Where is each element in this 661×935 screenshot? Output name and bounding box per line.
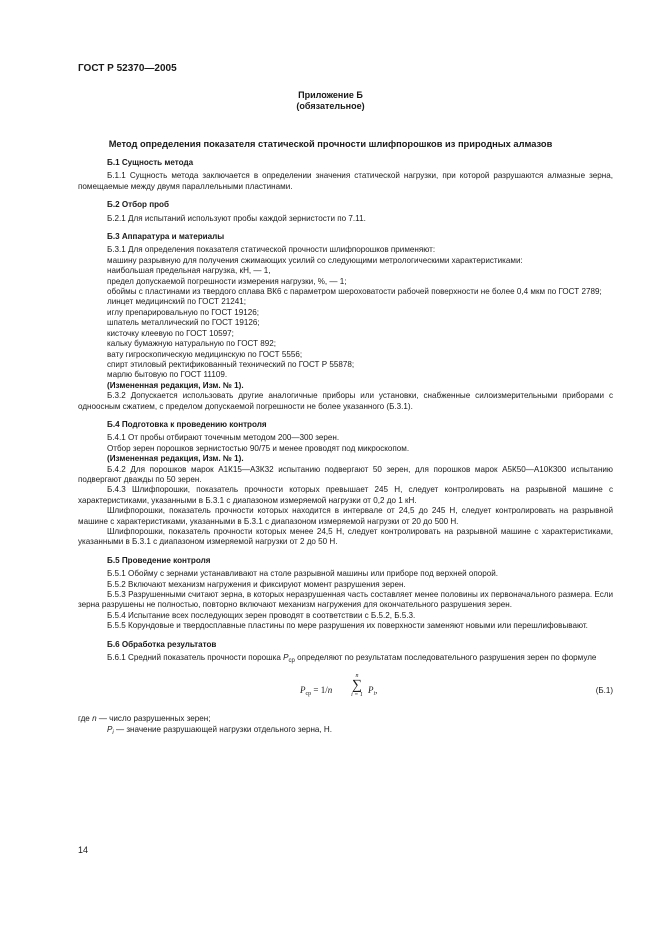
paragraph: Б.4.3 Шлифпорошки, показатель прочности которых превышает 245 Н, следует контролировать на разрывной машине с характеристиками, указанными в Б.3.1 с диапазоном измеряемой нагрузки от 0,2 до 1 кН. [78,485,613,505]
sum-symbol: n ∑ i = 1 [351,673,363,699]
formula-rhs: $P_i$, [368,685,378,698]
paragraph: Шлифпорошки, показатель прочности которых находится в интервале от 24,5 до 245 Н, следует контролировать на разрывной машине с характеристиками, указанными в Б.3.1 с диапазоном измеряемой нагрузки от 20 до 500 Н. [78,506,613,526]
list-item: обоймы с пластинами из твердого сплава ВК6 с параметром шероховатости рабочей поверхности не более 0,4 мкм по ГОСТ 2789; [107,287,602,297]
paragraph: Б.4.2 Для порошков марок А1К15—А3К32 испытанию подвергают 50 зерен, для порошков марок А5К50—А10К300 испытанию подвергают дважды по 50 зерен. [78,464,613,484]
list-item: наибольшая предельная нагрузка, кН, — 1, [107,266,271,276]
section-heading: Б.4 Подготовка к проведению контроля [107,419,267,429]
amendment-note: (Измененная редакция, Изм. № 1). [107,380,244,390]
document-title: Метод определения показателя статической прочности шлифпорошков из природных алмазов [108,139,553,149]
list-item: шпатель металлический по ГОСТ 19126; [107,318,260,328]
paragraph: Б.6.1 Средний показатель прочности порошка $P_{ср}$ определяют по результатам последовательного разрушения зерен по формуле [107,653,597,665]
paragraph: Б.4.1 От пробы отбирают точечным методом 200—300 зерен. [107,433,340,443]
section-heading: Б.3 Аппаратура и материалы [107,232,225,242]
paragraph: Отбор зерен порошков зернистостью 90/75 и менее проводят под микроскопом. [107,443,410,453]
formula-lhs: $P_{ср} = 1/n$ [300,685,333,698]
paragraph: Б.5.5 Корундовые и твердосплавные пластины по мере разрушения их поверхности заменяют новыми или перешлифовывают. [107,621,588,631]
paragraph: Шлифпорошки, показатель прочности которых менее 24,5 Н, следует контролировать на разрывной машине с характеристиками, указанными в Б.3.1 с диапазоном измеряемой нагрузки от 2 до 50 Н. [78,527,613,547]
list-item: линцет медицинский по ГОСТ 21241; [107,297,246,307]
section-heading: Б.1 Сущность метода [107,158,194,167]
paragraph: Б.5.1 Обойму с зернами устанавливают на столе разрывной машины или приборе под верхней опорой. [107,569,499,579]
list-item: иглу препарировальную по ГОСТ 19126; [107,307,259,317]
document-header: ГОСТ Р 52370—2005 [78,63,177,74]
list-item: спирт этиловый ректификованный технический по ГОСТ Р 55878; [107,359,355,369]
paragraph: Б.1.1 Сущность метода заключается в определении значения статической нагрузки, при которой разрушаются алмазные зерна, помещаемые между двумя параллельными пластинами. [78,171,613,191]
paragraph: Б.2.1 Для испытаний используют пробы каждой зернистости по 7.11. [107,213,366,223]
paragraph: Б.3.1 Для определения показателя статической прочности шлифпорошков применяют: [107,245,436,255]
page-number: 14 [78,845,89,855]
formula-number: (Б.1) [595,686,613,696]
section-heading: Б.5 Проведение контроля [107,555,211,565]
list-item: предел допускаемой погрешности измерения нагрузки, %, — 1; [107,276,347,286]
list-item: кисточку клеевую по ГОСТ 10597; [107,328,234,338]
appendix-status: (обязательное) [296,101,365,111]
formula-where: где n — число разрушенных зерен; [78,714,211,724]
document-body [78,158,613,738]
section-heading: Б.6 Обработка результатов [107,639,217,649]
paragraph: Б.5.2 Включают механизм нагружения и фиксируют момент разрушения зерен. [107,579,406,589]
formula-b1 [78,670,613,712]
appendix-title: Приложение Б [298,90,363,100]
list-item: кальку бумажную натуральную по ГОСТ 892; [107,339,277,349]
paragraph: Б.5.3 Разрушенными считают зерна, в которых неразрушенная часть составляет менее половины их первоначального размера. Если зерна разрушены не полностью, повторно включают механизм нагружения для окончательного разрушения зерен. [78,590,613,610]
formula-where-pi: $P_i$ — значение разрушающей нагрузки отдельного зерна, Н. [107,724,333,736]
section-heading: Б.2 Отбор проб [107,200,169,210]
amendment-note: (Измененная редакция, Изм. № 1). [107,454,244,464]
paragraph: Б.3.2 Допускается использовать другие аналогичные приборы или установки, снабженные силоизмерительными приборами с одноосным сжатием, с пределом допускаемой погрешности не более указанного (Б.3.1). [78,391,613,411]
list-item: марлю бытовую по ГОСТ 11109. [107,370,228,380]
list-item: вату гигроскопическую медицинскую по ГОСТ 5556; [107,349,303,359]
paragraph: Б.5.4 Испытание всех последующих зерен проводят в соответствии с Б.5.2, Б.5.3. [107,610,416,620]
list-item: машину разрывную для получения сжимающих усилий со следующими метрологическими характеристиками: [107,255,523,265]
